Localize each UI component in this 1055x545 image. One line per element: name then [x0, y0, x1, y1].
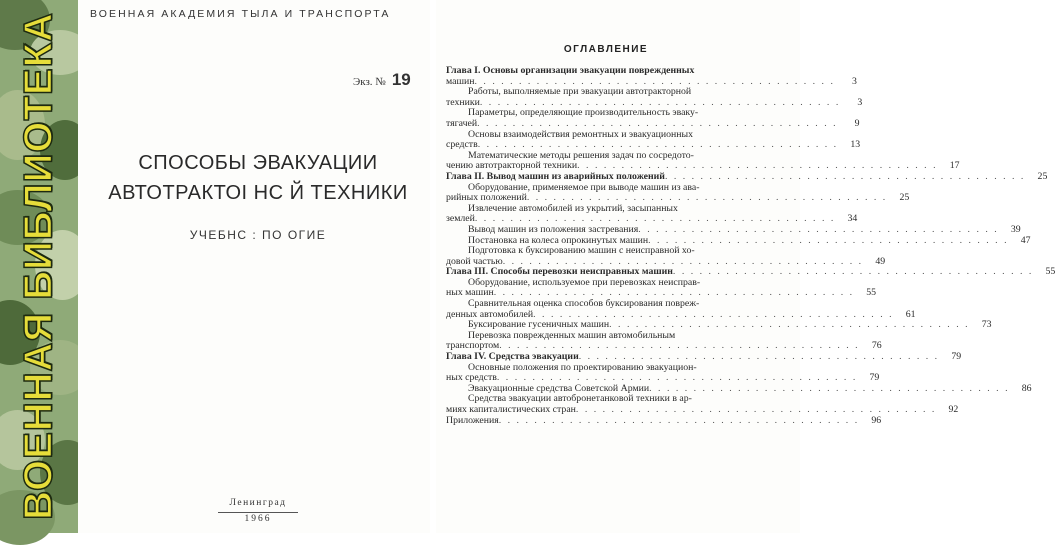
toc-entry-text: Извлечение автомобилей из укрытий, засыпанных [468, 202, 678, 214]
toc-page-number: 73 [981, 319, 992, 331]
toc-page-number: 25 [1037, 170, 1048, 182]
toc-entry-text: Основы взаимодействия ремонтных и эвакуационных [468, 128, 694, 140]
toc-entry-text: Математические методы решения задач по сосредото- [468, 149, 694, 161]
toc-entry-text: Сравнительная оценка способов буксирования повреж- [468, 298, 700, 310]
toc-page-number: 49 [875, 255, 886, 267]
toc-entry [446, 361, 880, 384]
library-banner-title: ВОЕННАЯ БИБЛИОТЕКА [16, 12, 61, 520]
toc-page-number: 92 [948, 404, 959, 415]
toc-entry [446, 107, 860, 129]
toc-leader-dots: . . . . . . . . . . . . . . . . . . . . . . . . . . . . . . . . . . . . . . . . . [474, 213, 836, 225]
toc-page-number: 9 [854, 117, 860, 129]
toc-leader-dots: . . . . . . . . . . . . . . . . . . . . . . . . . . . . . . . . . . . . . . . . . [499, 340, 860, 352]
toc-leader-dots: . . . . . . . . . . . . . . . . . . . . . . . . . . . . . . . . . . . . . . . . . [474, 75, 835, 87]
book-title-line1: СПОСОБЫ ЭВАКУАЦИИ [138, 152, 378, 174]
toc-leader-dots: . . . . . . . . . . . . . . . . . . . . . . . . . . . . . . . . . . . . . . . . . [526, 192, 888, 204]
toc-entry-text: землей [446, 213, 475, 225]
toc-page-number: 79 [869, 372, 880, 384]
toc-entry-text: Эвакуационные средства Советской Армии [468, 382, 650, 394]
toc-entry-text: Параметры, определяющие производительность эваку- [468, 107, 699, 119]
toc-leader-dots: . . . . . . . . . . . . . . . . . . . . . . . . . . . . . . . . . . . . . . . . . [502, 255, 864, 267]
title-page [78, 0, 430, 533]
toc-leader-dots: . . . . . . . . . . . . . . . . . . . . . . . . . . . . . . . . . . . . . . . . . [578, 351, 940, 363]
toc-entry-text: довой частью [446, 255, 503, 267]
toc-entry [446, 245, 886, 267]
toc-entry [446, 128, 861, 151]
toc-page-number: 76 [871, 340, 882, 352]
toc-entry-text: Приложения [446, 414, 499, 426]
book-title [108, 148, 408, 208]
toc-entry [446, 414, 882, 427]
contents-heading: ОГЛАВЛЕНИЕ [563, 44, 649, 55]
toc-entry-text: Глава III. Способы перевозки неисправных машин [446, 266, 673, 278]
toc-page-number: 96 [871, 414, 882, 426]
toc-page-number: 3 [857, 96, 863, 108]
toc-page-number: 55 [1045, 266, 1055, 278]
toc-entry-text: средств [446, 139, 478, 151]
toc-entry-text: Глава II. Вывод машин из аварийных положений [446, 170, 665, 182]
toc-page-number: 61 [905, 308, 916, 320]
toc-entry-text: денных автомобилей [446, 308, 534, 320]
toc-entry-text: Оборудование, применяемое при выводе машин из ава- [468, 181, 700, 193]
toc-page-number: 55 [866, 287, 877, 299]
toc-leader-dots: . . . . . . . . . . . . . . . . . . . . . . . . . . . . . . . . . . . . . . . . . [648, 234, 1009, 246]
toc-page-number: 34 [847, 213, 858, 225]
toc-entry [446, 181, 910, 204]
toc-page-number: 17 [949, 160, 960, 172]
toc-entry-text: техники [446, 96, 480, 108]
toc-entry-text: Подготовка к буксированию машин с неисправной хо- [468, 245, 695, 257]
toc-entry [446, 65, 857, 87]
toc-entry [446, 86, 863, 108]
toc-page-number: 79 [951, 351, 962, 363]
copy-label: Экз. № [353, 76, 386, 88]
book-title-line2: АВТОТРАКТОI НС Й ТЕХНИКИ [108, 182, 408, 204]
toc-entry [446, 202, 858, 225]
copy-number-value: 19 [391, 70, 411, 89]
toc-leader-dots: . . . . . . . . . . . . . . . . . . . . . . . . . . . . . . . . . . . . . . . . . [477, 117, 838, 129]
toc-entry-text: Основные положения по проектированию эвакуацион- [468, 361, 697, 373]
toc-page-number: 3 [852, 75, 857, 87]
contents-page [436, 0, 1055, 533]
toc-page-number: 25 [899, 192, 910, 204]
toc-leader-dots: . . . . . . . . . . . . . . . . . . . . . . . . . . . . . . . . . . . . . . . . . [672, 266, 1034, 278]
toc-entry-text: Работы, выполняемые при эвакуации автотракторной [468, 86, 692, 98]
toc-entry [446, 223, 1021, 236]
camouflage-banner [0, 0, 78, 533]
toc-entry-text: ных средств [446, 372, 497, 384]
toc-entry-text: Средства эвакуации автобронетанковой техники в ар- [468, 393, 692, 405]
toc-entry-text: Глава IV. Средства эвакуации [446, 351, 579, 363]
toc-entry [446, 276, 877, 299]
toc-entry-text: рийных положений [446, 192, 527, 204]
toc-leader-dots: . . . . . . . . . . . . . . . . . . . . . . . . . . . . . . . . . . . . . . . . . [575, 404, 937, 415]
toc-entry-text: чению автотракторной техники [446, 160, 578, 172]
toc-leader-dots: . . . . . . . . . . . . . . . . . . . . . . . . . . . . . . . . . . . . . . . . . [609, 319, 970, 331]
toc-entry-text: Вывод машин из положения застревания [468, 223, 639, 235]
toc-entry [446, 170, 1048, 183]
toc-entry-text: миях капиталистических стран [446, 404, 576, 415]
toc-leader-dots: . . . . . . . . . . . . . . . . . . . . . . . . . . . . . . . . . . . . . . . . . [638, 223, 999, 235]
toc-entry-text: Буксирование гусеничных машин [468, 319, 610, 331]
toc-page-number: 47 [1020, 234, 1031, 246]
toc-entry-text: Перевозка поврежденных машин автомобильным [468, 329, 676, 341]
toc-leader-dots: . . . . . . . . . . . . . . . . . . . . . . . . . . . . . . . . . . . . . . . . . [649, 382, 1010, 394]
toc-entry-text: Оборудование, используемое при перевозках неисправ- [468, 276, 701, 288]
toc-page-number: 86 [1021, 382, 1032, 394]
toc-page-number: 39 [1010, 223, 1021, 235]
toc-entry-text: тягачей [446, 117, 478, 129]
toc-entry [446, 393, 959, 415]
toc-leader-dots: . . . . . . . . . . . . . . . . . . . . . . . . . . . . . . . . . . . . . . . . . [533, 308, 894, 320]
book-subtitle: УЧЕБНС : ПО ОГИЕ [189, 228, 327, 242]
contents-list [446, 65, 1055, 426]
toc-leader-dots: . . . . . . . . . . . . . . . . . . . . . . . . . . . . . . . . . . . . . . . . . [577, 160, 938, 172]
toc-entry-text: ных машин [446, 287, 494, 299]
toc-leader-dots: . . . . . . . . . . . . . . . . . . . . . . . . . . . . . . . . . . . . . . . . . [477, 139, 839, 151]
copy-number [353, 70, 411, 90]
toc-entry-text: транспортом [446, 340, 500, 352]
toc-entry-text: машин [446, 75, 475, 87]
publication-year: 1966 [244, 514, 272, 524]
toc-entry [446, 298, 916, 320]
toc-entry [446, 329, 882, 352]
toc-entry-text: Постановка на колеса опрокинутых машин [468, 234, 649, 246]
toc-leader-dots: . . . . . . . . . . . . . . . . . . . . . . . . . . . . . . . . . . . . . . . . . [496, 372, 858, 384]
publication-city: Ленинград [229, 498, 287, 508]
academy-name: ВОЕННАЯ АКАДЕМИЯ ТЫЛА И ТРАНСПОРТА [90, 8, 391, 20]
toc-entry-text: Глава I. Основы организации эвакуации поврежденных [446, 65, 695, 76]
toc-leader-dots: . . . . . . . . . . . . . . . . . . . . . . . . . . . . . . . . . . . . . . . . . [664, 170, 1026, 182]
imprint-divider [218, 512, 298, 513]
toc-leader-dots: . . . . . . . . . . . . . . . . . . . . . . . . . . . . . . . . . . . . . . . . . [479, 96, 841, 108]
toc-leader-dots: . . . . . . . . . . . . . . . . . . . . . . . . . . . . . . . . . . . . . . . . . [498, 414, 860, 426]
toc-leader-dots: . . . . . . . . . . . . . . . . . . . . . . . . . . . . . . . . . . . . . . . . . [493, 287, 855, 299]
toc-page-number: 13 [850, 139, 861, 151]
toc-entry [446, 149, 960, 172]
